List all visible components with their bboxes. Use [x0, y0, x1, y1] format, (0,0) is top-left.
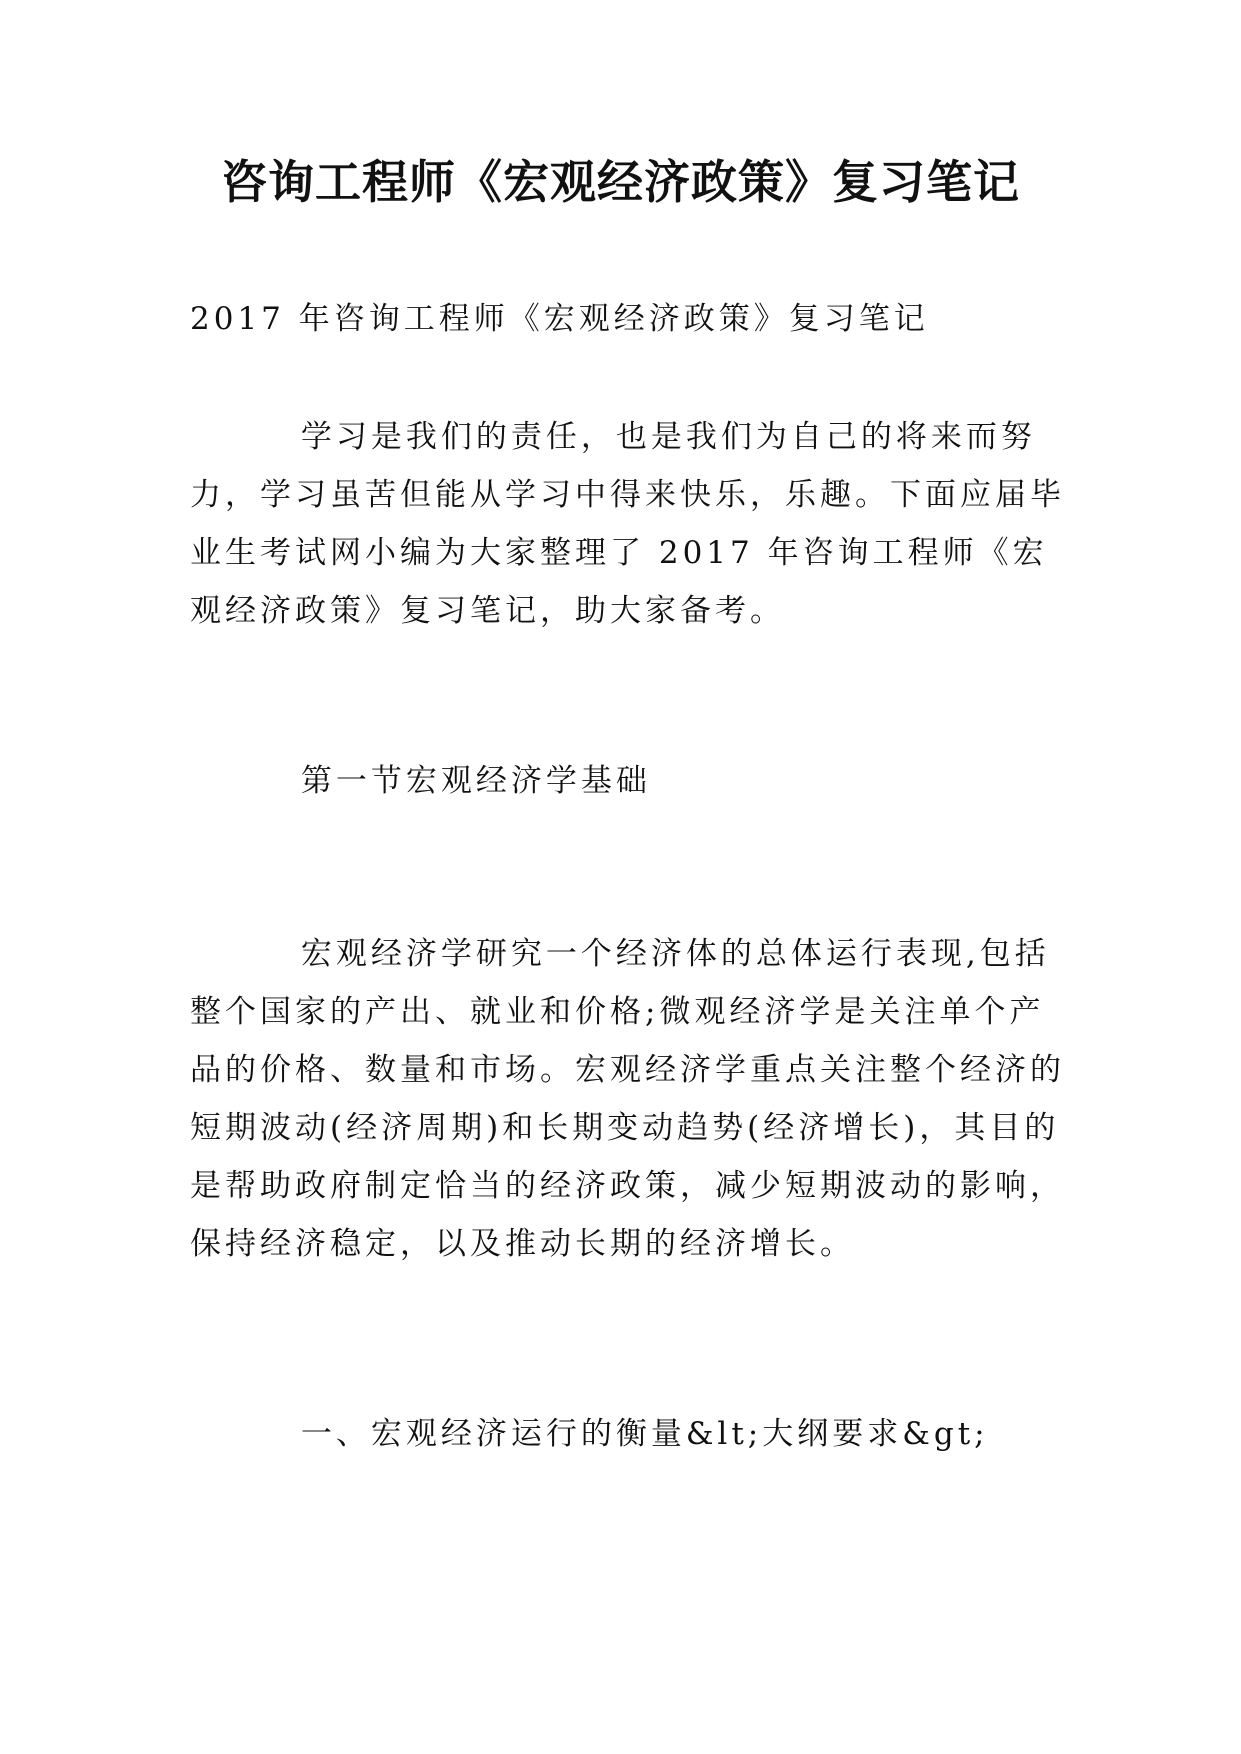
item-heading: 一、宏观经济运行的衡量&lt;大纲要求&gt;	[190, 1416, 989, 1452]
section-heading: 第一节宏观经济学基础	[190, 763, 651, 799]
intro-paragraph: 学习是我们的责任，也是我们为自己的将来而努力，学习虽苦但能从学习中得来快乐，乐趣。下面应届毕业生考试网小编为大家整理了 2017 年咨询工程师《宏观经济政策》复习笔记，助大家备考。	[190, 419, 1065, 629]
document-title: 咨询工程师《宏观经济政策》复习笔记	[221, 155, 1020, 209]
document-subtitle: 2017 年咨询工程师《宏观经济政策》复习笔记	[190, 301, 929, 337]
body-paragraph: 宏观经济学研究一个经济体的总体运行表现,包括整个国家的产出、就业和价格;微观经济学是关注单个产品的价格、数量和市场。宏观经济学重点关注整个经济的短期波动(经济周期)和长期变动趋势(经济增长)，其目的是帮助政府制定恰当的经济政策，减少短期波动的影响，保持经济稳定，以及推动长期的经济增长。	[190, 936, 1065, 1262]
